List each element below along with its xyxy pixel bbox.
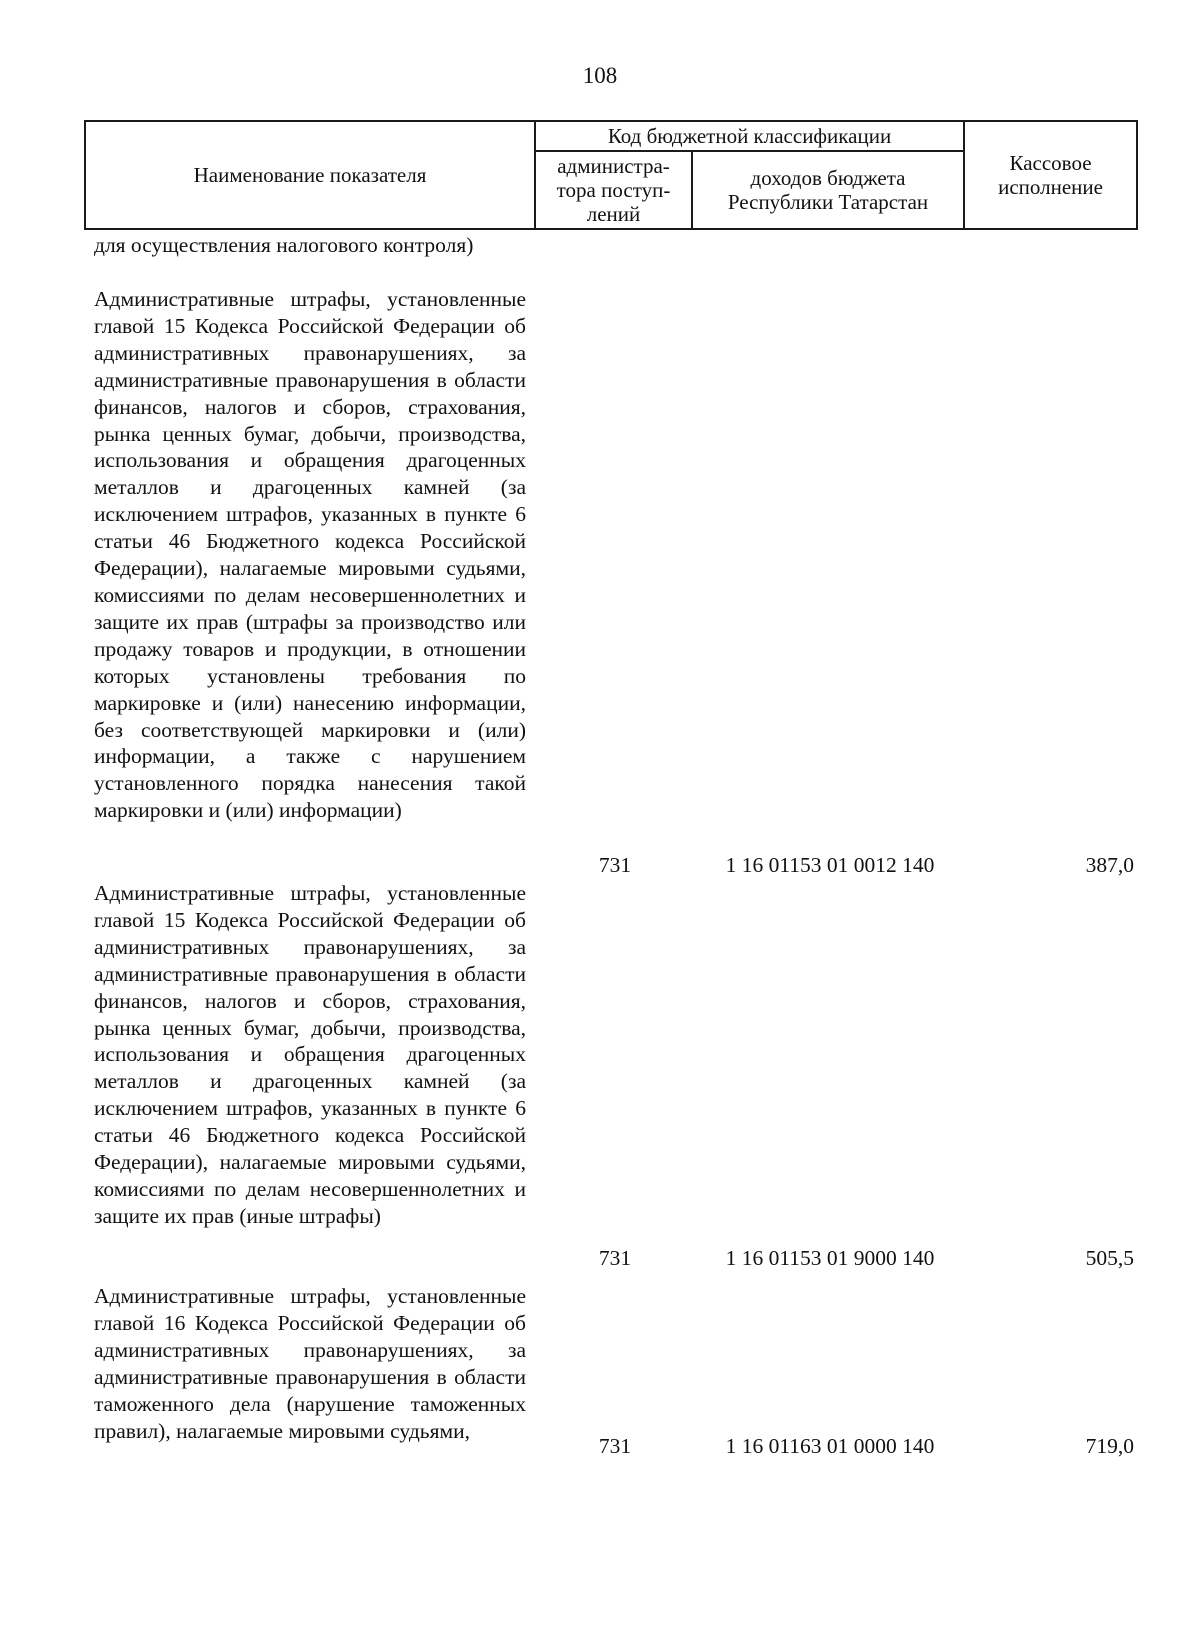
row-description: Административные штрафы, установленные главой 16 Кодекса Российской Федерации об административных правонарушениях, за административные правонарушения в области таможенного дела (нарушение таможенных правил), налагаемые мировыми судьями, [94,1284,526,1443]
header-code-column [692,151,964,229]
header-execution-column [964,121,1137,229]
row-admin-code: 731 [598,853,632,877]
header-code-label: доходов бюджета Республики Татарстан [727,166,929,214]
header-name-column: Наименование показателя [85,121,535,229]
row-description: для осуществления налогового контроля) [94,233,474,257]
row-description: Административные штрафы, установленные главой 15 Кодекса Российской Федерации об административных правонарушениях, за административные правонарушения в области финансов, налогов и сборов, страхования, рынка ценных бумаг, добычи, производства, использования и обращения драгоценных металлов и драгоценных камней (за исключением штрафов, указанных в пункте 6 статьи 46 Бюджетного кодекса Российской Федерации), налагаемые мировыми судьями, комиссиями по делам несовершеннолетних и защите их прав (штрафы за производство или продажу товаров и продукции, в отношении которых установлены требования по маркировке и (или) нанесению информации, без соответствующей маркировки и (или) информации, а также с нарушением установленного порядка нанесения такой маркировки и (или) информации) [94,287,526,823]
page-number: 108 [582,63,618,88]
row-budget-code: 1 16 01163 01 0000 140 [725,1434,935,1458]
row-description: Административные штрафы, установленные главой 15 Кодекса Российской Федерации об административных правонарушениях, за административные правонарушения в области финансов, налогов и сборов, страхования, рынка ценных бумаг, добычи, производства, использования и обращения драгоценных металлов и драгоценных камней (за исключением штрафов, указанных в пункте 6 статьи 46 Бюджетного кодекса Российской Федерации), налагаемые мировыми судьями, комиссиями по делам несовершеннолетних и защите их прав (иные штрафы) [94,881,526,1228]
header-execution-label: Кассовое исполнение [998,151,1103,199]
row-admin-code: 731 [598,1246,632,1270]
row-budget-code: 1 16 01153 01 0012 140 [725,853,935,877]
row-execution: 387,0 [1085,853,1134,877]
row-execution: 719,0 [1085,1434,1134,1458]
row-admin-code: 731 [598,1434,632,1458]
row-budget-code: 1 16 01153 01 9000 140 [725,1246,935,1270]
table-header [84,120,1138,230]
header-classification-group: Код бюджетной классификации [535,121,964,151]
row-execution: 505,5 [1085,1246,1134,1270]
header-admin-column [535,151,692,229]
header-admin-label: администра-тора поступ-лений [556,154,671,226]
